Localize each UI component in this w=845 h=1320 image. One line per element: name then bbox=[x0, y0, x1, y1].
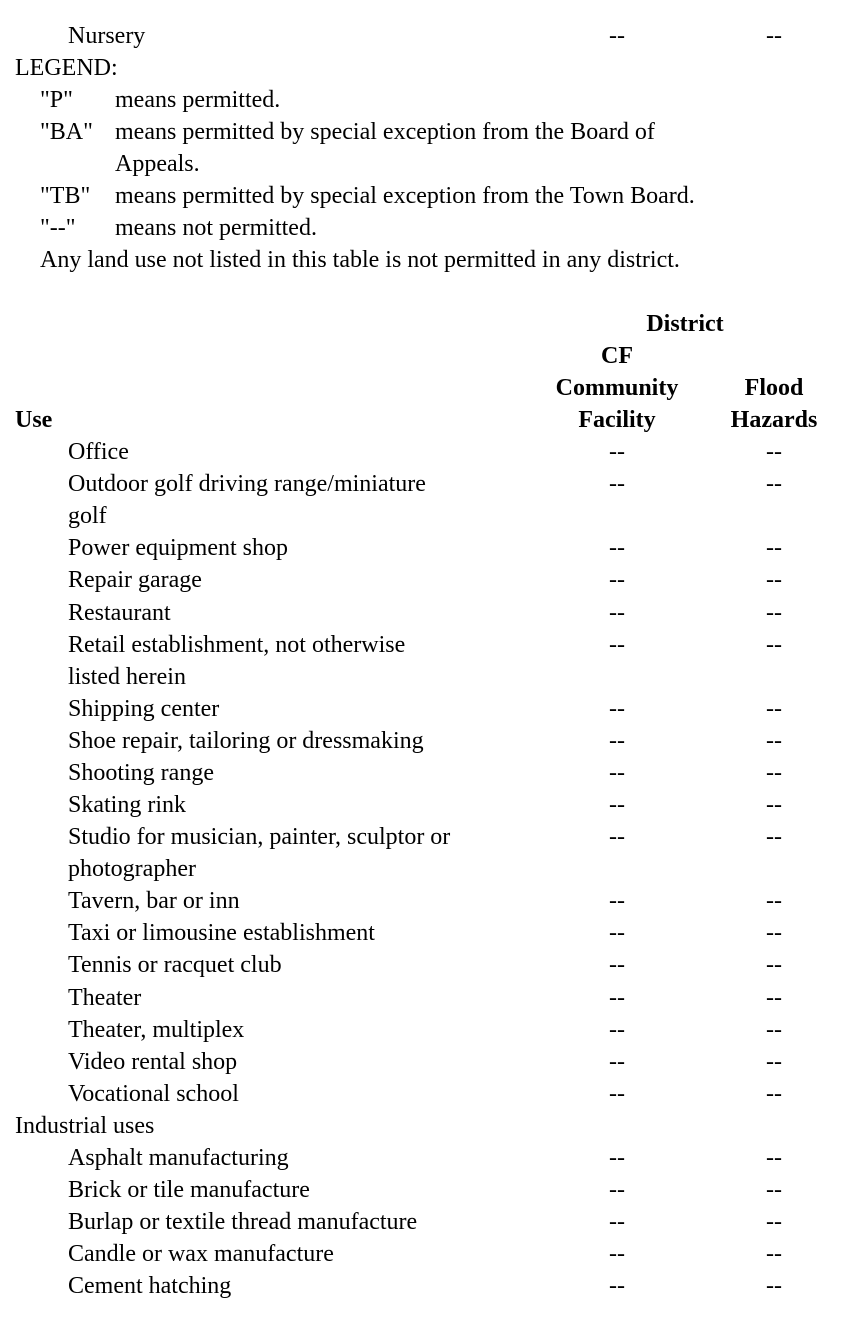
cf-value: -- bbox=[609, 1177, 625, 1203]
fh-value: -- bbox=[766, 888, 782, 914]
cf-value: -- bbox=[609, 728, 625, 754]
cf-value: -- bbox=[609, 696, 625, 722]
legend-text: means permitted by special exception from the Town Board. bbox=[115, 183, 695, 209]
cf-header-code: CF bbox=[601, 343, 633, 369]
use-name: Retail establishment, not otherwise bbox=[68, 632, 406, 658]
fh-value: -- bbox=[766, 1081, 782, 1107]
fh-value: -- bbox=[766, 824, 782, 850]
cf-value: -- bbox=[609, 888, 625, 914]
fh-value: -- bbox=[766, 760, 782, 786]
fh-value: -- bbox=[766, 23, 782, 49]
category-heading: Industrial uses bbox=[15, 1113, 155, 1139]
fh-value: -- bbox=[766, 792, 782, 818]
fh-value: -- bbox=[766, 600, 782, 626]
use-name-cont: photographer bbox=[68, 856, 196, 882]
fh-value: -- bbox=[766, 1017, 782, 1043]
use-name: Shoe repair, tailoring or dressmaking bbox=[68, 728, 424, 754]
fh-value: -- bbox=[766, 1145, 782, 1171]
legend-text-cont: Appeals. bbox=[115, 151, 200, 177]
use-name: Theater bbox=[68, 985, 142, 1011]
use-name: Repair garage bbox=[68, 567, 202, 593]
use-name: Shipping center bbox=[68, 696, 220, 722]
legend-title: LEGEND: bbox=[15, 55, 118, 81]
legend-key: "--" bbox=[40, 215, 76, 241]
legend-note: Any land use not listed in this table is not permitted in any district. bbox=[40, 247, 680, 273]
fh-value: -- bbox=[766, 985, 782, 1011]
fh-value: -- bbox=[766, 952, 782, 978]
fh-value: -- bbox=[766, 728, 782, 754]
use-name: Nursery bbox=[68, 23, 146, 49]
use-name: Cement hatching bbox=[68, 1273, 232, 1299]
cf-value: -- bbox=[609, 1081, 625, 1107]
legend-key: "P" bbox=[40, 87, 73, 113]
use-name: Skating rink bbox=[68, 792, 186, 818]
use-name: Restaurant bbox=[68, 600, 171, 626]
fh-value: -- bbox=[766, 632, 782, 658]
legend-key: "TB" bbox=[40, 183, 91, 209]
fh-value: -- bbox=[766, 535, 782, 561]
fh-value: -- bbox=[766, 920, 782, 946]
fh-value: -- bbox=[766, 1049, 782, 1075]
use-name: Studio for musician, painter, sculptor or bbox=[68, 824, 451, 850]
fh-value: -- bbox=[766, 1177, 782, 1203]
use-name: Theater, multiplex bbox=[68, 1017, 245, 1043]
cf-header-name: Community bbox=[555, 375, 679, 401]
use-name: Brick or tile manufacture bbox=[68, 1177, 310, 1203]
use-name: Outdoor golf driving range/miniature bbox=[68, 471, 426, 497]
use-name: Tavern, bar or inn bbox=[68, 888, 240, 914]
use-name: Vocational school bbox=[68, 1081, 239, 1107]
legend-key: "BA" bbox=[40, 119, 93, 145]
legend-text: means permitted. bbox=[115, 87, 281, 113]
use-name: Shooting range bbox=[68, 760, 214, 786]
cf-value: -- bbox=[609, 471, 625, 497]
cf-value: -- bbox=[609, 1241, 625, 1267]
fh-header-line2: Hazards bbox=[730, 407, 818, 433]
legend-text: means permitted by special exception from the Board of bbox=[115, 119, 655, 145]
cf-value: -- bbox=[609, 824, 625, 850]
cf-value: -- bbox=[609, 1209, 625, 1235]
fh-value: -- bbox=[766, 1273, 782, 1299]
cf-value: -- bbox=[609, 439, 625, 465]
use-name: Video rental shop bbox=[68, 1049, 238, 1075]
fh-header-line1: Flood bbox=[744, 375, 804, 401]
use-name: Tennis or racquet club bbox=[68, 952, 282, 978]
cf-value: -- bbox=[609, 535, 625, 561]
use-name: Burlap or textile thread manufacture bbox=[68, 1209, 418, 1235]
cf-value: -- bbox=[609, 792, 625, 818]
cf-value: -- bbox=[609, 920, 625, 946]
use-name: Power equipment shop bbox=[68, 535, 288, 561]
fh-value: -- bbox=[766, 1241, 782, 1267]
use-name: Asphalt manufacturing bbox=[68, 1145, 289, 1171]
cf-value: -- bbox=[609, 985, 625, 1011]
use-name: Candle or wax manufacture bbox=[68, 1241, 334, 1267]
cf-value: -- bbox=[609, 1017, 625, 1043]
use-name-cont: golf bbox=[68, 503, 107, 529]
fh-value: -- bbox=[766, 471, 782, 497]
use-name-cont: listed herein bbox=[68, 664, 186, 690]
cf-value: -- bbox=[609, 952, 625, 978]
cf-value: -- bbox=[609, 600, 625, 626]
cf-value: -- bbox=[609, 1273, 625, 1299]
cf-value: -- bbox=[609, 1049, 625, 1075]
fh-value: -- bbox=[766, 696, 782, 722]
cf-value: -- bbox=[609, 760, 625, 786]
fh-value: -- bbox=[766, 439, 782, 465]
cf-value: -- bbox=[609, 632, 625, 658]
fh-value: -- bbox=[766, 567, 782, 593]
fh-value: -- bbox=[766, 1209, 782, 1235]
cf-header-line3: Facility bbox=[578, 407, 656, 433]
use-name: Taxi or limousine establishment bbox=[68, 920, 375, 946]
legend-text: means not permitted. bbox=[115, 215, 317, 241]
district-header: District bbox=[646, 311, 724, 337]
cf-value: -- bbox=[609, 1145, 625, 1171]
cf-value: -- bbox=[609, 23, 625, 49]
cf-value: -- bbox=[609, 567, 625, 593]
use-name: Office bbox=[68, 439, 129, 465]
use-header: Use bbox=[15, 407, 53, 433]
